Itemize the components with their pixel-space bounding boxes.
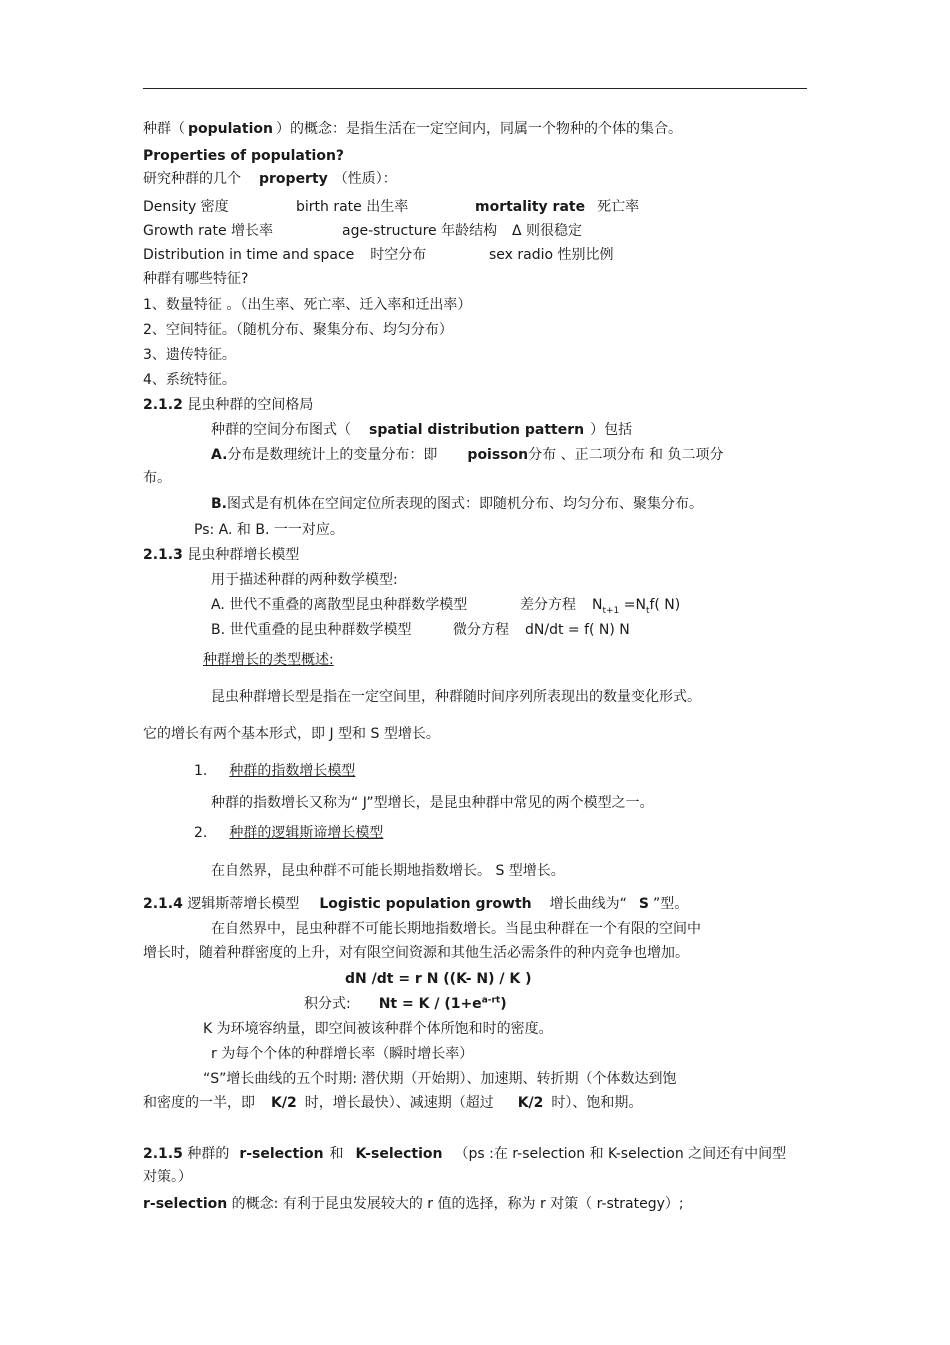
model-a: A. 世代不重叠的离散型昆虫种群数学模型 bbox=[211, 597, 468, 613]
properties-heading: Properties of population? bbox=[143, 148, 345, 164]
spatial-pattern-line: 种群的空间分布图式（ spatial distribution pattern ）包括 bbox=[211, 422, 633, 438]
props-row-3-a: Distribution in time and space 时空分布 bbox=[143, 247, 427, 263]
r-definition: r 为每个个体的种群增长率（瞬时增长率） bbox=[211, 1046, 474, 1062]
props-row-3-b: sex radio 性别比例 bbox=[489, 247, 614, 263]
props-row-2-a: Growth rate 增长率 bbox=[143, 223, 274, 239]
distribution-b: B.图式是有机体在空间定位所表现的图式：即随机分布、均匀分布、聚集分布。 bbox=[211, 496, 703, 512]
r-selection-definition: r-selection 的概念: 有利于昆虫发展较大的 r 值的选择，称为 r 对策（ r-strategy）; bbox=[143, 1196, 684, 1212]
section-2-1-5-note-cont: 对策。） bbox=[143, 1169, 192, 1185]
ps-note: Ps: A. 和 B. 一一对应。 bbox=[194, 522, 344, 538]
section-2-1-2-heading: 2.1.2 昆虫种群的空间格局 bbox=[143, 397, 314, 413]
logistic-model-text: 在自然界，昆虫种群不可能长期地指数增长。 S 型增长。 bbox=[211, 863, 565, 879]
five-stages-line-1: “S”增长曲线的五个时期: 潜伏期（开始期）、加速期、转折期（个体数达到饱 bbox=[203, 1071, 677, 1087]
logistic-para-1a: 在自然界中，昆虫种群不可能长期地指数增长。当昆虫种群在一个有限的空间中 bbox=[211, 921, 701, 937]
section-2-1-5-heading: 2.1.5 种群的 r-selection 和 K-selection （ps :在 r-selection 和 K-selection 之间还有中间型 bbox=[143, 1146, 787, 1162]
population-definition: 种群（ population ）的概念：是指生活在一定空间内，同属一个物种的个体的集合。 bbox=[143, 121, 682, 137]
k-definition: K 为环境容纳量，即空间被该种群个体所饱和时的密度。 bbox=[203, 1021, 553, 1037]
feature-item: 4、系统特征。 bbox=[143, 372, 236, 388]
model-b-equation: 微分方程 dN/dt = f( N) N bbox=[453, 622, 630, 638]
header-rule bbox=[143, 88, 807, 89]
properties-intro: 研究种群的几个 property （性质）： bbox=[143, 171, 397, 187]
props-row-2-c: Δ 则很稳定 bbox=[512, 223, 583, 239]
feature-item: 2、空间特征。（随机分布、聚集分布、均匀分布） bbox=[143, 322, 453, 338]
logistic-model-heading: 2. 种群的逻辑斯谛增长模型 bbox=[194, 825, 384, 841]
features-question: 种群有哪些特征? bbox=[143, 271, 249, 287]
props-row-1-b: birth rate 出生率 bbox=[296, 199, 409, 215]
props-row-1-c: mortality rate 死亡率 bbox=[475, 199, 640, 215]
differential-equation: dN /dt = r N ((K- N) / K ) bbox=[345, 971, 532, 987]
models-intro: 用于描述种群的两种数学模型: bbox=[211, 572, 398, 588]
growth-types-para-1: 昆虫种群增长型是指在一定空间里，种群随时间序列所表现出的数量变化形式。 bbox=[211, 689, 701, 705]
model-a-equation: 差分方程 $N_{t+1} =N_tf$( N) bbox=[520, 597, 681, 616]
feature-item: 3、遗传特征。 bbox=[143, 347, 236, 363]
logistic-para-1b: 增长时，随着种群密度的上升，对有限空间资源和其他生活必需条件的种内竞争也增加。 bbox=[143, 945, 689, 961]
props-row-2-b: age-structure 年龄结构 bbox=[342, 223, 498, 239]
section-2-1-4-heading: 2.1.4 逻辑斯蒂增长模型 Logistic population growth 增长曲线为“ S ”型。 bbox=[143, 896, 689, 912]
integral-equation: 积分式: $Nt = K / (1+e^{a-rt})$ bbox=[304, 995, 507, 1012]
five-stages-line-2: 和密度的一半，即 K/2 时，增长最快）、减速期（超过 K/2 时）、饱和期。 bbox=[143, 1095, 643, 1111]
distribution-a-cont: 布。 bbox=[143, 470, 171, 486]
section-2-1-3-heading: 2.1.3 昆虫种群增长模型 bbox=[143, 547, 300, 563]
model-b: B. 世代重叠的昆虫种群数学模型 bbox=[211, 622, 412, 638]
feature-item: 1、数量特征 。（出生率、死亡率、迁入率和迁出率） bbox=[143, 297, 472, 313]
growth-types-para-2: 它的增长有两个基本形式，即 J 型和 S 型增长。 bbox=[143, 726, 440, 742]
exponential-model-text: 种群的指数增长又称为“ J”型增长，是昆虫种群中常见的两个模型之一。 bbox=[211, 795, 654, 811]
exponential-model-heading: 1. 种群的指数增长模型 bbox=[194, 763, 356, 779]
props-row-1-a: Density 密度 bbox=[143, 199, 229, 215]
distribution-a: A.分布是数理统计上的变量分布：即 poisson分布 、正二项分布 和 负二项分 bbox=[211, 447, 724, 463]
growth-types-heading: 种群增长的类型概述: bbox=[203, 652, 334, 668]
